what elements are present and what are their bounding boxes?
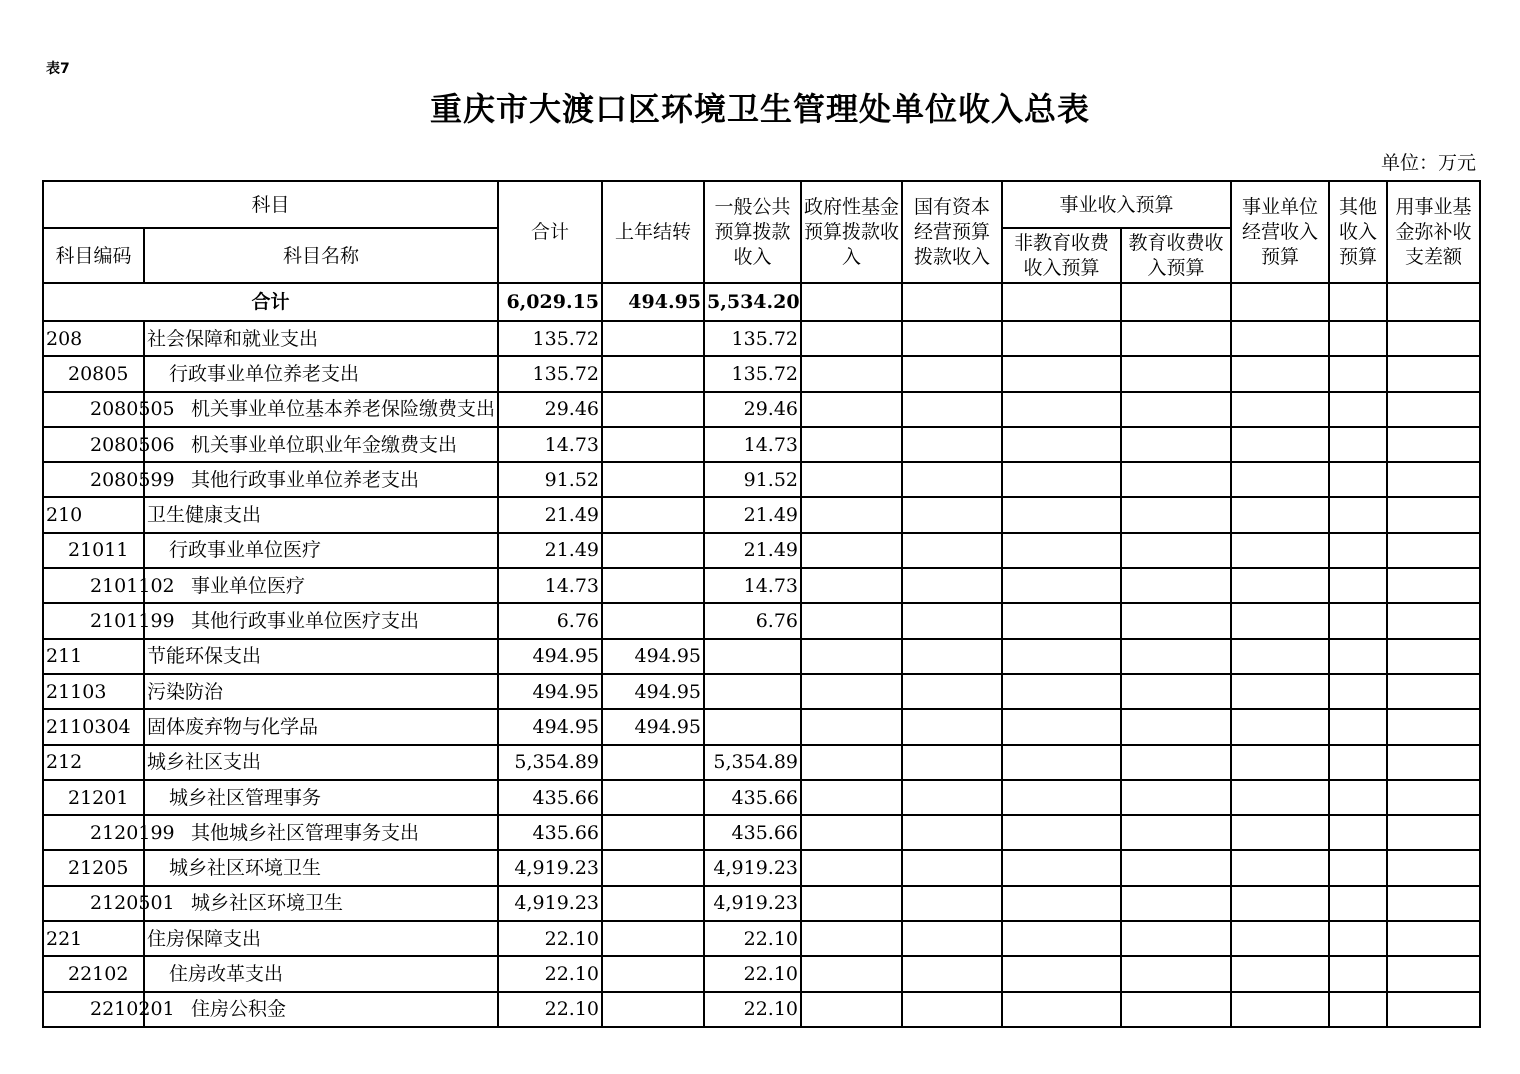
fund-compensation-cell [1387,639,1480,674]
fund-compensation-cell [1387,674,1480,709]
prior-year-cell [602,321,704,356]
total-cell: 6.76 [498,603,602,638]
header-general-public-budget: 一般公共预算拨款收入 [704,181,801,283]
general-public-cell: 29.46 [704,392,801,427]
business-operating-cell [1231,568,1329,603]
prior-year-cell [602,992,704,1027]
table-label: 表7 [46,61,70,77]
gov-fund-cell [801,886,902,921]
total-cell: 22.10 [498,992,602,1027]
total-row-general: 5,534.20 [704,283,801,321]
table-row [43,674,1480,709]
other-income-cell [1329,427,1387,462]
subject-code-cell: 2110304 [43,709,144,744]
gov-fund-cell [801,709,902,744]
general-public-cell: 22.10 [704,921,801,956]
table-row [43,639,1480,674]
general-public-cell: 4,919.23 [704,886,801,921]
state-capital-cell [902,427,1002,462]
gov-fund-cell [801,392,902,427]
fund-compensation-cell [1387,356,1480,391]
header-total: 合计 [498,181,602,283]
non-edu-fee-cell [1002,709,1121,744]
edu-fee-cell [1121,956,1231,991]
prior-year-cell [602,603,704,638]
gov-fund-cell [801,780,902,815]
total-row-label: 合计 [43,283,498,321]
edu-fee-cell [1121,709,1231,744]
fund-compensation-cell [1387,533,1480,568]
table-row [43,745,1480,780]
edu-fee-cell [1121,639,1231,674]
edu-fee-cell [1121,603,1231,638]
state-capital-cell [902,674,1002,709]
state-capital-cell [902,497,1002,532]
other-income-cell [1329,886,1387,921]
gov-fund-cell [801,356,902,391]
business-operating-cell [1231,462,1329,497]
total-cell: 135.72 [498,356,602,391]
prior-year-cell [602,921,704,956]
non-edu-fee-cell [1002,956,1121,991]
table-row [43,921,1480,956]
table-row [43,392,1480,427]
other-income-cell [1329,639,1387,674]
non-edu-fee-cell [1002,427,1121,462]
fund-compensation-cell [1387,886,1480,921]
general-public-cell: 14.73 [704,568,801,603]
fund-compensation-cell [1387,921,1480,956]
business-operating-cell [1231,497,1329,532]
edu-fee-cell [1121,427,1231,462]
table-row [43,850,1480,885]
general-public-cell: 6.76 [704,603,801,638]
business-operating-cell [1231,639,1329,674]
edu-fee-cell [1121,462,1231,497]
table-row [43,780,1480,815]
subject-code-cell: 2080505 [43,392,144,427]
non-edu-fee-cell [1002,886,1121,921]
fund-compensation-cell [1387,992,1480,1027]
business-operating-cell [1231,392,1329,427]
table-row [43,497,1480,532]
prior-year-cell: 494.95 [602,709,704,744]
subject-name-cell: 行政事业单位养老支出 [144,356,498,391]
unit-label: 单位：万元 [1380,152,1476,174]
state-capital-cell [902,886,1002,921]
general-public-cell: 435.66 [704,780,801,815]
subject-name-cell: 其他城乡社区管理事务支出 [144,815,498,850]
state-capital-cell [902,321,1002,356]
subject-name-cell: 卫生健康支出 [144,497,498,532]
subject-code-cell: 221 [43,921,144,956]
fund-compensation-cell [1387,850,1480,885]
subject-name-cell: 事业单位医疗 [144,568,498,603]
edu-fee-cell [1121,674,1231,709]
business-operating-cell [1231,921,1329,956]
fund-compensation-cell [1387,956,1480,991]
table-row [43,356,1480,391]
subject-code-cell: 21011 [43,533,144,568]
prior-year-cell [602,956,704,991]
gov-fund-cell [801,815,902,850]
fund-compensation-cell [1387,321,1480,356]
state-capital-cell [902,956,1002,991]
other-income-cell [1329,568,1387,603]
header-subject-name: 科目名称 [144,228,498,283]
general-public-cell [704,674,801,709]
state-capital-cell [902,639,1002,674]
general-public-cell: 91.52 [704,462,801,497]
total-cell: 435.66 [498,780,602,815]
non-edu-fee-cell [1002,921,1121,956]
subject-code-cell: 20805 [43,356,144,391]
non-edu-fee-cell [1002,992,1121,1027]
general-public-cell: 135.72 [704,356,801,391]
header-business-operating: 事业单位经营收入预算 [1231,181,1329,283]
gov-fund-cell [801,850,902,885]
subject-name-cell: 城乡社区环境卫生 [144,886,498,921]
edu-fee-cell [1121,815,1231,850]
non-edu-fee-cell [1002,603,1121,638]
general-public-cell: 135.72 [704,321,801,356]
non-edu-fee-cell [1002,780,1121,815]
header-subject: 科目 [43,181,498,228]
non-edu-fee-cell [1002,674,1121,709]
state-capital-cell [902,780,1002,815]
table-row [43,956,1480,991]
non-edu-fee-cell [1002,462,1121,497]
state-capital-cell [902,992,1002,1027]
total-cell: 494.95 [498,709,602,744]
edu-fee-cell [1121,921,1231,956]
subject-name-cell: 行政事业单位医疗 [144,533,498,568]
total-row-total: 6,029.15 [498,283,602,321]
table-row [43,603,1480,638]
business-operating-cell [1231,745,1329,780]
total-cell: 4,919.23 [498,886,602,921]
subject-name-cell: 住房改革支出 [144,956,498,991]
subject-name-cell: 城乡社区支出 [144,745,498,780]
state-capital-cell [902,462,1002,497]
gov-fund-cell [801,568,902,603]
business-operating-cell [1231,886,1329,921]
edu-fee-cell [1121,497,1231,532]
prior-year-cell [602,356,704,391]
header-subject-code: 科目编码 [43,228,144,283]
non-edu-fee-cell [1002,497,1121,532]
general-public-cell [704,709,801,744]
business-operating-cell [1231,533,1329,568]
prior-year-cell [602,850,704,885]
prior-year-cell [602,533,704,568]
state-capital-cell [902,533,1002,568]
general-public-cell: 22.10 [704,956,801,991]
other-income-cell [1329,462,1387,497]
prior-year-cell: 494.95 [602,674,704,709]
table-row [43,321,1480,356]
edu-fee-cell [1121,745,1231,780]
general-public-cell: 22.10 [704,992,801,1027]
prior-year-cell [602,427,704,462]
prior-year-cell [602,392,704,427]
non-edu-fee-cell [1002,850,1121,885]
header-other-income: 其他收入预算 [1329,181,1387,283]
other-income-cell [1329,815,1387,850]
prior-year-cell [602,462,704,497]
non-edu-fee-cell [1002,639,1121,674]
total-row-non-edu-fee [1002,283,1121,321]
prior-year-cell [602,568,704,603]
total-cell: 21.49 [498,533,602,568]
header-fund-compensation: 用事业基金弥补收支差额 [1387,181,1480,283]
header-non-edu-fee: 非教育收费收入预算 [1002,228,1121,283]
business-operating-cell [1231,674,1329,709]
state-capital-cell [902,921,1002,956]
prior-year-cell [602,745,704,780]
subject-code-cell: 21201 [43,780,144,815]
state-capital-cell [902,815,1002,850]
total-row-other-income [1329,283,1387,321]
other-income-cell [1329,321,1387,356]
other-income-cell [1329,603,1387,638]
non-edu-fee-cell [1002,392,1121,427]
edu-fee-cell [1121,321,1231,356]
gov-fund-cell [801,321,902,356]
subject-code-cell: 2080506 [43,427,144,462]
fund-compensation-cell [1387,745,1480,780]
fund-compensation-cell [1387,462,1480,497]
state-capital-cell [902,850,1002,885]
edu-fee-cell [1121,568,1231,603]
non-edu-fee-cell [1002,745,1121,780]
subject-name-cell: 社会保障和就业支出 [144,321,498,356]
subject-code-cell: 2101199 [43,603,144,638]
fund-compensation-cell [1387,780,1480,815]
total-row-prior: 494.95 [602,283,704,321]
other-income-cell [1329,992,1387,1027]
edu-fee-cell [1121,533,1231,568]
subject-name-cell: 固体废弃物与化学品 [144,709,498,744]
general-public-cell: 21.49 [704,533,801,568]
total-cell: 22.10 [498,921,602,956]
subject-code-cell: 2080599 [43,462,144,497]
non-edu-fee-cell [1002,568,1121,603]
subject-name-cell: 其他行政事业单位养老支出 [144,462,498,497]
total-cell: 91.52 [498,462,602,497]
fund-compensation-cell [1387,815,1480,850]
non-edu-fee-cell [1002,815,1121,850]
business-operating-cell [1231,815,1329,850]
state-capital-cell [902,568,1002,603]
edu-fee-cell [1121,850,1231,885]
edu-fee-cell [1121,886,1231,921]
total-row-business-operating [1231,283,1329,321]
general-public-cell [704,639,801,674]
general-public-cell: 21.49 [704,497,801,532]
business-operating-cell [1231,850,1329,885]
table-row [43,568,1480,603]
fund-compensation-cell [1387,497,1480,532]
subject-code-cell: 2101102 [43,568,144,603]
header-prior-year-carryover: 上年结转 [602,181,704,283]
header-gov-fund-budget: 政府性基金预算拨款收入 [801,181,902,283]
table-row [43,709,1480,744]
document-title: 重庆市大渡口区环境卫生管理处单位收入总表 [429,90,1090,128]
table-row [43,815,1480,850]
non-edu-fee-cell [1002,321,1121,356]
prior-year-cell: 494.95 [602,639,704,674]
prior-year-cell [602,886,704,921]
general-public-cell: 4,919.23 [704,850,801,885]
gov-fund-cell [801,674,902,709]
subject-code-cell: 2210201 [43,992,144,1027]
general-public-cell: 435.66 [704,815,801,850]
business-operating-cell [1231,427,1329,462]
fund-compensation-cell [1387,603,1480,638]
business-operating-cell [1231,992,1329,1027]
state-capital-cell [902,709,1002,744]
prior-year-cell [602,497,704,532]
subject-name-cell: 城乡社区管理事务 [144,780,498,815]
subject-code-cell: 208 [43,321,144,356]
subject-code-cell: 212 [43,745,144,780]
subject-name-cell: 城乡社区环境卫生 [144,850,498,885]
total-row-fund-compensation [1387,283,1480,321]
business-operating-cell [1231,780,1329,815]
total-cell: 14.73 [498,568,602,603]
total-cell: 494.95 [498,674,602,709]
table-row [43,462,1480,497]
general-public-cell: 5,354.89 [704,745,801,780]
state-capital-cell [902,356,1002,391]
header-edu-fee: 教育收费收入预算 [1121,228,1231,283]
gov-fund-cell [801,603,902,638]
gov-fund-cell [801,745,902,780]
subject-name-cell: 住房保障支出 [144,921,498,956]
gov-fund-cell [801,533,902,568]
fund-compensation-cell [1387,709,1480,744]
table-row [43,992,1480,1027]
gov-fund-cell [801,956,902,991]
total-cell: 29.46 [498,392,602,427]
business-operating-cell [1231,956,1329,991]
business-operating-cell [1231,321,1329,356]
other-income-cell [1329,745,1387,780]
edu-fee-cell [1121,356,1231,391]
business-operating-cell [1231,709,1329,744]
other-income-cell [1329,356,1387,391]
business-operating-cell [1231,603,1329,638]
non-edu-fee-cell [1002,533,1121,568]
other-income-cell [1329,780,1387,815]
subject-code-cell: 22102 [43,956,144,991]
state-capital-cell [902,392,1002,427]
fund-compensation-cell [1387,568,1480,603]
subject-code-cell: 21103 [43,674,144,709]
gov-fund-cell [801,462,902,497]
subject-code-cell: 2120199 [43,815,144,850]
edu-fee-cell [1121,992,1231,1027]
state-capital-cell [902,745,1002,780]
total-row-gov-fund [801,283,902,321]
total-row-edu-fee [1121,283,1231,321]
table-row [43,886,1480,921]
gov-fund-cell [801,921,902,956]
total-cell: 14.73 [498,427,602,462]
other-income-cell [1329,709,1387,744]
total-cell: 5,354.89 [498,745,602,780]
other-income-cell [1329,674,1387,709]
subject-code-cell: 210 [43,497,144,532]
gov-fund-cell [801,639,902,674]
table-row [43,427,1480,462]
gov-fund-cell [801,497,902,532]
total-cell: 4,919.23 [498,850,602,885]
other-income-cell [1329,921,1387,956]
prior-year-cell [602,815,704,850]
total-cell: 22.10 [498,956,602,991]
subject-code-cell: 211 [43,639,144,674]
other-income-cell [1329,850,1387,885]
total-cell: 21.49 [498,497,602,532]
subject-name-cell: 住房公积金 [144,992,498,1027]
subject-name-cell: 机关事业单位基本养老保险缴费支出 [144,392,498,427]
non-edu-fee-cell [1002,356,1121,391]
subject-name-cell: 节能环保支出 [144,639,498,674]
fund-compensation-cell [1387,427,1480,462]
other-income-cell [1329,533,1387,568]
gov-fund-cell [801,992,902,1027]
general-public-cell: 14.73 [704,427,801,462]
subject-code-cell: 2120501 [43,886,144,921]
subject-name-cell: 污染防治 [144,674,498,709]
gov-fund-cell [801,427,902,462]
subject-name-cell: 机关事业单位职业年金缴费支出 [144,427,498,462]
header-business-income: 事业收入预算 [1002,181,1231,228]
state-capital-cell [902,603,1002,638]
total-row-state-capital [902,283,1002,321]
edu-fee-cell [1121,780,1231,815]
fund-compensation-cell [1387,392,1480,427]
other-income-cell [1329,392,1387,427]
income-summary-table [42,180,1481,1028]
table-row [43,533,1480,568]
subject-name-cell: 其他行政事业单位医疗支出 [144,603,498,638]
prior-year-cell [602,780,704,815]
subject-code-cell: 21205 [43,850,144,885]
total-cell: 494.95 [498,639,602,674]
other-income-cell [1329,497,1387,532]
header-state-capital-budget: 国有资本经营预算拨款收入 [902,181,1002,283]
other-income-cell [1329,956,1387,991]
edu-fee-cell [1121,392,1231,427]
total-cell: 135.72 [498,321,602,356]
total-cell: 435.66 [498,815,602,850]
business-operating-cell [1231,356,1329,391]
